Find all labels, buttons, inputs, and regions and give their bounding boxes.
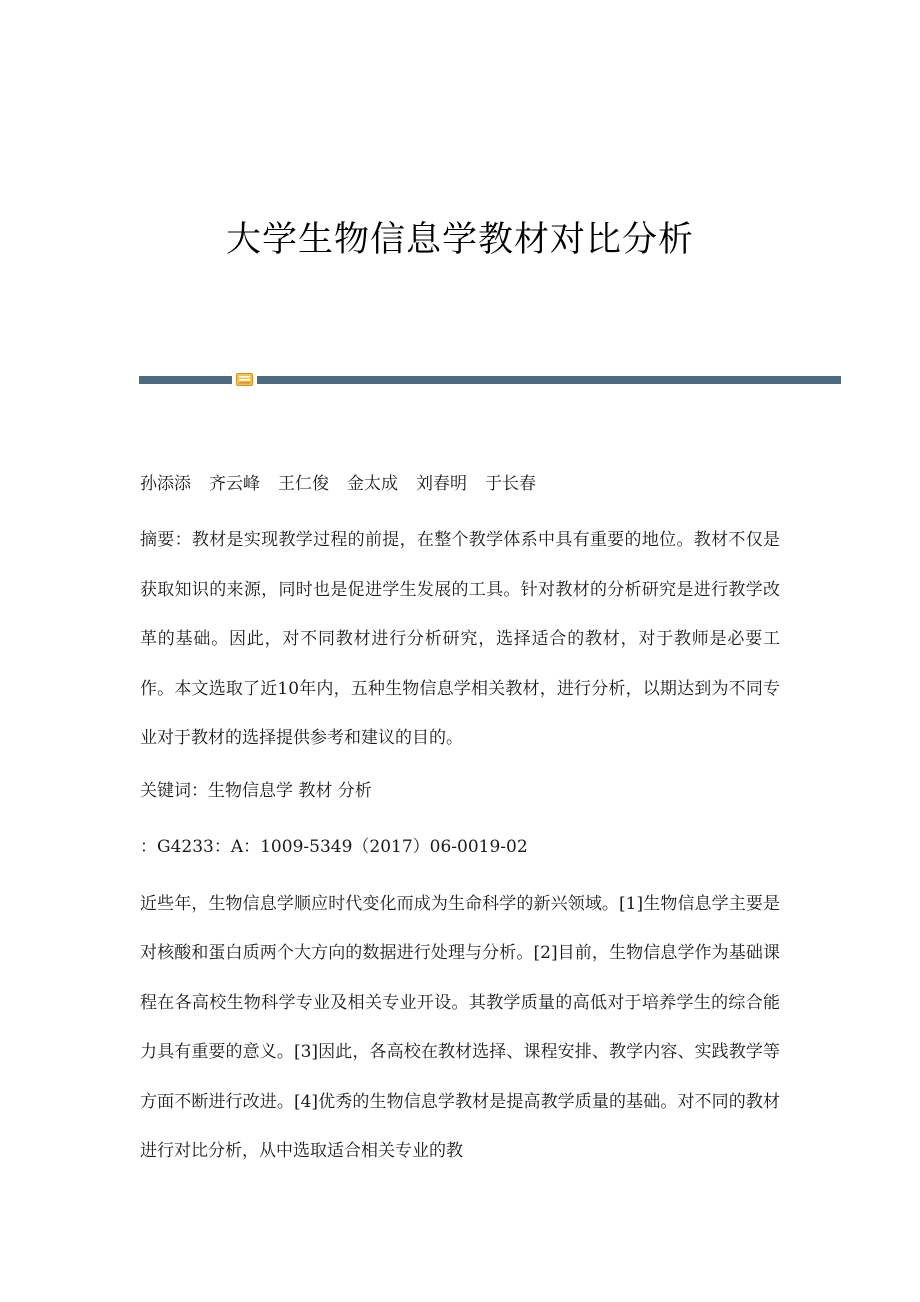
keywords: 关键词：生物信息学 教材 分析	[140, 780, 372, 801]
author-name: 于长春	[485, 474, 536, 494]
author-name: 孙添添	[140, 474, 191, 494]
body-paragraph: 近些年，生物信息学顺应时代变化而成为生命科学的新兴领域。[1]生物信息学主要是对核酸和蛋白质两个大方向的数据进行处理与分析。[2]目前，生物信息学作为基础课程在各高校生物科学专业及相关专业开设。其教学质量的高低对于培养学生的综合能力具有重要的意义。[3]因此，各高校在教材选择、课程安排、教学内容、实践教学等方面不断进行改进。[4]优秀的生物信息学教材是提高教学质量的基础。对不同的教材进行对比分析，从中选取适合相关专业的教	[140, 893, 780, 1161]
divider-bar-left	[139, 376, 232, 384]
classification-number: ：G4233：A：1009-5349（2017）06-0019-02	[140, 837, 528, 857]
author-name: 金太成	[347, 474, 398, 494]
author-list	[140, 466, 780, 502]
paper-body	[140, 466, 780, 1177]
author-name: 齐云峰	[209, 474, 260, 494]
author-name: 王仁俊	[278, 474, 329, 494]
paper-title: 大学生物信息学教材对比分析	[225, 220, 694, 260]
abstract: 摘要：教材是实现教学过程的前提，在整个教学体系中具有重要的地位。教材不仅是获取知识的来源，同时也是促进学生发展的工具。针对教材的分析研究是进行教学改革的基础。因此，对不同教材进行分析研究，选择适合的教材，对于教师是必要工作。本文选取了近10年内，五种生物信息学相关教材，进行分析，以期达到为不同专业对于教材的选择提供参考和建议的目的。	[140, 530, 780, 748]
author-name: 刘春明	[416, 474, 467, 494]
title-divider	[139, 373, 841, 385]
book-emblem-icon	[236, 373, 253, 386]
divider-bar-right	[257, 376, 841, 384]
